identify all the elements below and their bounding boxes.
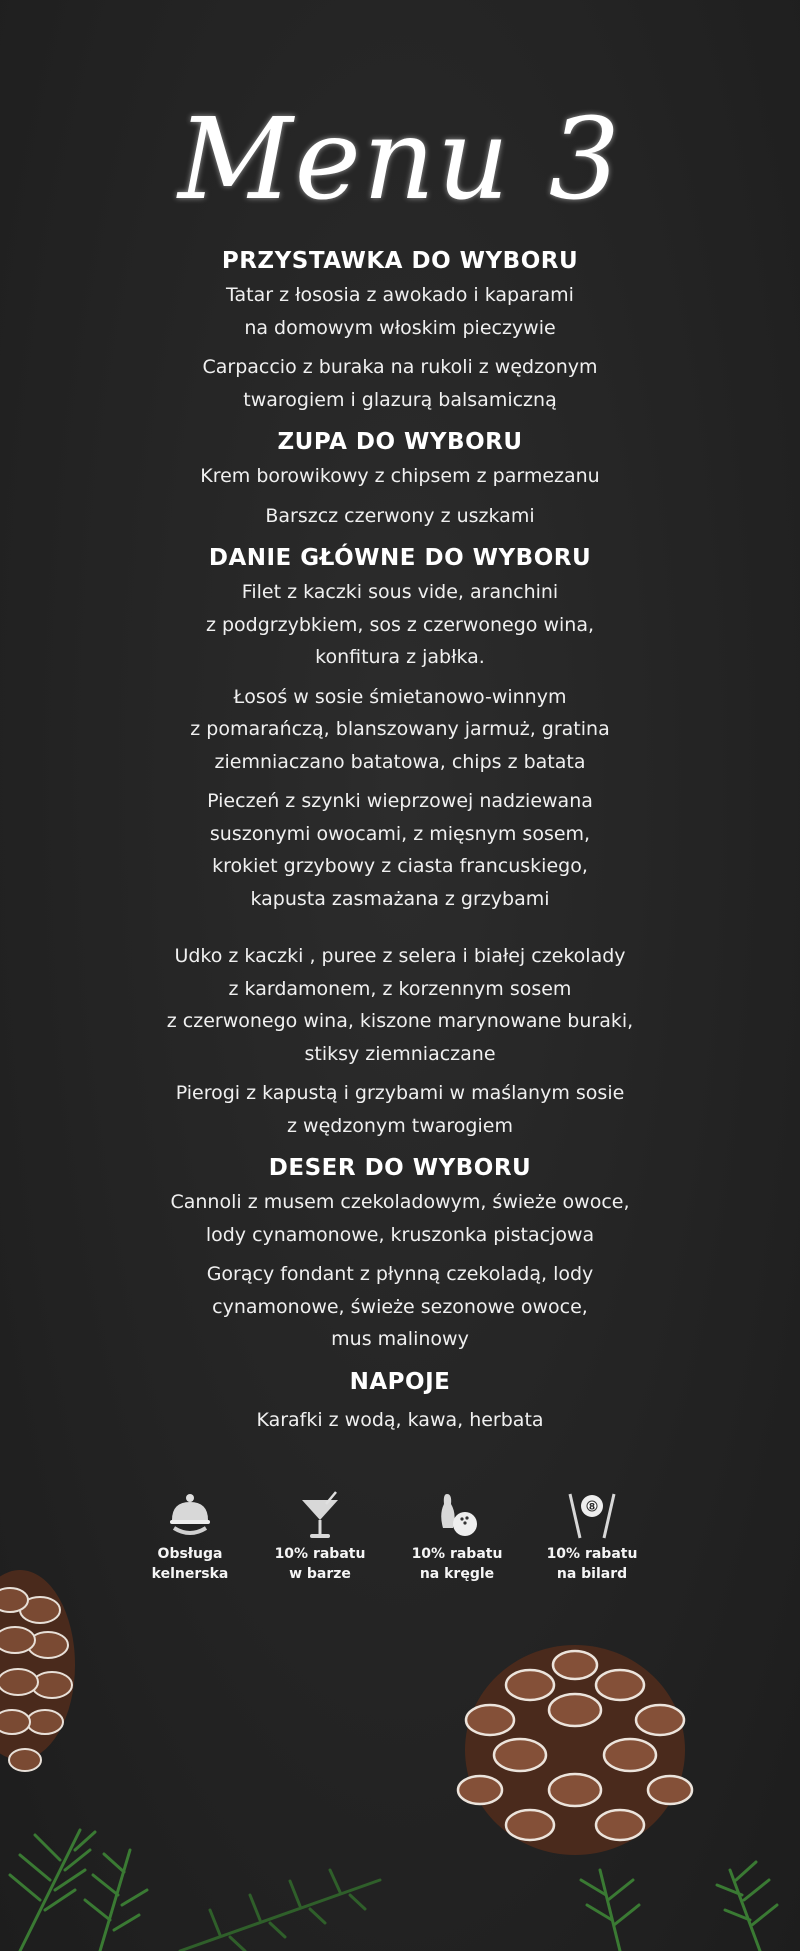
dish-line: Łosoś w sosie śmietanowo-winnym bbox=[233, 685, 567, 708]
section-title: NAPOJE bbox=[349, 1368, 451, 1395]
feature-waiter-service bbox=[130, 1490, 250, 1584]
dish-line: krokiet grzybowy z ciasta francuskiego, bbox=[212, 855, 588, 877]
dish bbox=[0, 681, 800, 779]
dish-line: cynamonowe, świeże sezonowe owoce, bbox=[212, 1295, 588, 1318]
dish-line: z podgrzybkiem, sos z czerwonego wina, bbox=[205, 613, 595, 636]
dish-line: Karafki z wodą, kawa, herbata bbox=[256, 1408, 544, 1431]
dish-line: z pomarańczą, blanszowany jarmuż, gratina bbox=[190, 718, 610, 740]
dish bbox=[0, 1077, 800, 1142]
dish bbox=[0, 1404, 800, 1437]
dish bbox=[0, 351, 800, 416]
pinecone-left-icon bbox=[0, 1570, 75, 1771]
section-title: DANIE GŁÓWNE DO WYBORU bbox=[208, 545, 592, 571]
section-title: ZUPA DO WYBORU bbox=[277, 429, 523, 455]
menu-section-drinks bbox=[0, 1366, 800, 1437]
menu-section-soup bbox=[0, 426, 800, 532]
dish-line: na domowym włoskim pieczywie bbox=[244, 316, 556, 339]
dish-line: Gorący fondant z płynną czekoladą, lody bbox=[206, 1263, 594, 1285]
dish-line: z czerwonego wina, kiszone marynowane buraki, bbox=[166, 1010, 634, 1032]
dish-line: twarogiem i glazurą balsamiczną bbox=[243, 388, 557, 411]
menu-section-appetizer bbox=[0, 245, 800, 416]
menu-section-main-course bbox=[0, 542, 800, 1142]
pinecone-right-icon bbox=[458, 1645, 692, 1855]
dish bbox=[0, 576, 800, 674]
pine-branch-icon bbox=[10, 1830, 777, 1951]
menu-title: Menu 3 bbox=[177, 95, 623, 225]
feature-label: kelnerska bbox=[151, 1566, 229, 1582]
dish bbox=[0, 785, 800, 915]
dish bbox=[0, 279, 800, 344]
waiter-cloche-icon bbox=[166, 1490, 214, 1540]
dish-line: suszonymi owocami, z mięsnym sosem, bbox=[209, 822, 591, 845]
dish-line: Pieczeń z szynki wieprzowej nadziewana bbox=[207, 790, 593, 812]
dish-line: mus malinowy bbox=[331, 1328, 469, 1350]
cocktail-icon bbox=[296, 1490, 344, 1540]
dish-line: Pierogi z kapustą i grzybami w maślanym sosie bbox=[175, 1082, 625, 1104]
billiards-icon bbox=[564, 1490, 620, 1540]
bowling-icon bbox=[433, 1490, 481, 1540]
dish-line: Tatar z łososia z awokado i kaparami bbox=[226, 284, 574, 306]
dish-line: stiksy ziemniaczane bbox=[304, 1042, 496, 1065]
feature-label: 10% rabatu bbox=[546, 1546, 638, 1562]
feature-label: w barze bbox=[289, 1566, 351, 1582]
dish-line: ziemniaczano batatowa, chips z batata bbox=[214, 750, 586, 773]
feature-billiards-discount bbox=[532, 1490, 652, 1584]
dish bbox=[0, 1186, 800, 1251]
dish-line: lody cynamonowe, kruszonka pistacjowa bbox=[205, 1223, 595, 1246]
dish-line: kapusta zasmażana z grzybami bbox=[250, 887, 550, 910]
dish-line: z kardamonem, z korzennym sosem bbox=[228, 977, 572, 1000]
feature-label: na bilard bbox=[556, 1566, 628, 1582]
dish-line: Cannoli z musem czekoladowym, świeże owoce, bbox=[170, 1191, 630, 1213]
dish bbox=[0, 1258, 800, 1356]
dish-line: Carpaccio z buraka na rukoli z wędzonym bbox=[202, 356, 598, 378]
feature-label: 10% rabatu bbox=[411, 1546, 503, 1562]
svg-text:8: 8 bbox=[588, 1502, 596, 1513]
feature-label: Obsługa bbox=[157, 1546, 223, 1562]
dish-line: Filet z kaczki sous vide, aranchini bbox=[241, 581, 559, 603]
section-title: PRZYSTAWKA DO WYBORU bbox=[221, 248, 579, 274]
dish bbox=[0, 500, 800, 533]
feature-bar-discount bbox=[260, 1490, 380, 1584]
feature-label: na kręgle bbox=[419, 1566, 495, 1582]
menu-content bbox=[0, 245, 800, 1446]
dish-line: Barszcz czerwony z uszkami bbox=[265, 504, 535, 527]
dish-line: Krem borowikowy z chipsem z parmezanu bbox=[200, 465, 600, 487]
dish-line: z wędzonym twarogiem bbox=[287, 1114, 513, 1137]
dish-line: Udko z kaczki , puree z selera i białej czekolady bbox=[174, 945, 626, 967]
feature-bowling-discount bbox=[397, 1490, 517, 1584]
dish-line: konfitura z jabłka. bbox=[315, 646, 485, 668]
dish bbox=[0, 940, 800, 1070]
dish bbox=[0, 460, 800, 493]
menu-section-dessert bbox=[0, 1152, 800, 1356]
feature-label: 10% rabatu bbox=[274, 1546, 366, 1562]
section-title: DESER DO WYBORU bbox=[268, 1155, 532, 1181]
